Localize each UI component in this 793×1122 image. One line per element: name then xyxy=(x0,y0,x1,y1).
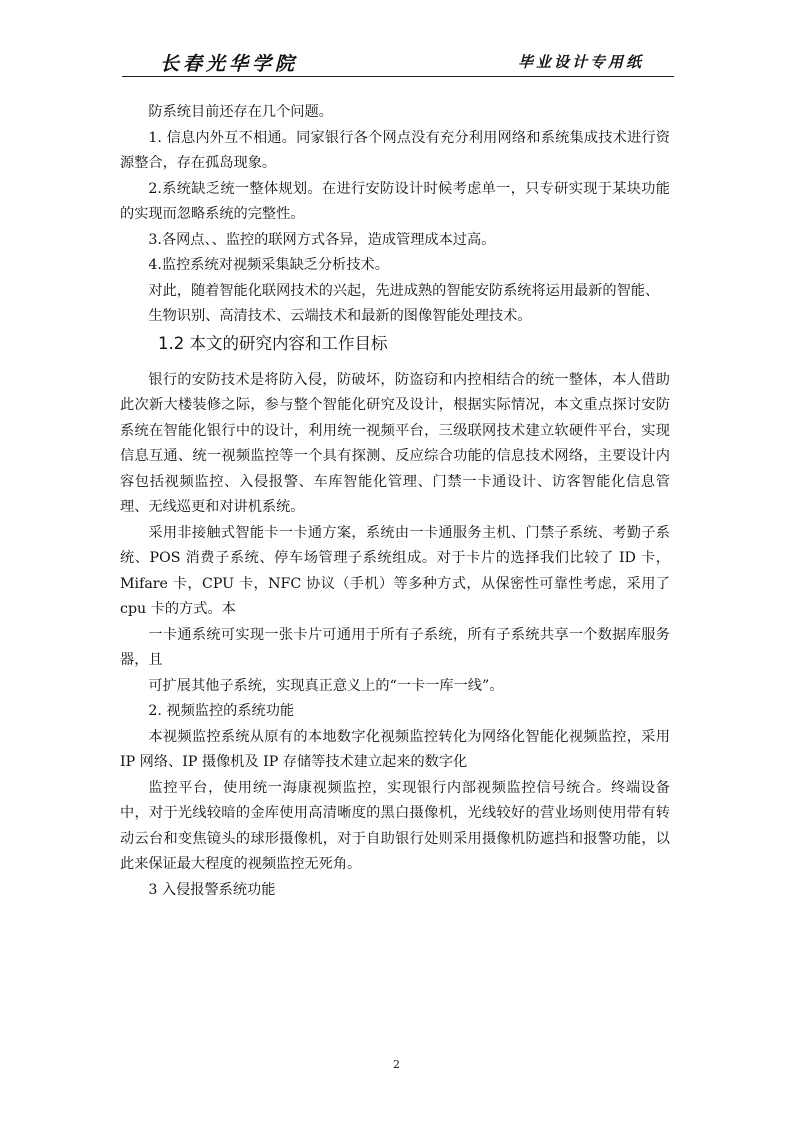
section-heading: 1.2 本文的研究内容和工作目标 xyxy=(158,333,388,353)
document-body xyxy=(120,100,670,903)
paragraph: 对此，随着智能化联网技术的兴起，先进成熟的智能安防系统将运用最新的智能、 xyxy=(148,282,660,299)
paragraph: 一卡通系统可实现一张卡片可通用于所有子系统，所有子系统共享一个数据库服务器，且 xyxy=(120,626,670,668)
paper-label: 毕业设计专用纸 xyxy=(517,53,644,71)
paragraph: 3 入侵报警系统功能 xyxy=(148,881,276,898)
paragraph: 防系统目前还存在几个问题。 xyxy=(148,104,333,120)
page-header xyxy=(122,46,674,77)
paragraph: 4.监控系统对视频采集缺乏分析技术。 xyxy=(148,257,389,273)
paragraph: 2. 视频监控的系统功能 xyxy=(148,703,295,719)
paragraph: 1. 信息内外互不相通。同家银行各个网点没有充分利用网络和系统集成技术进行资源整合，存在孤岛现象。 xyxy=(120,129,670,171)
paragraph: 生物识别、高清技术、云端技术和最新的图像智能处理技术。 xyxy=(148,308,532,324)
paragraph: 2.系统缺乏统一整体规划。在进行安防设计时候考虑单一，只专研实现于某块功能的实现而忽略系统的完整性。 xyxy=(120,180,670,222)
school-name: 长春光华学院 xyxy=(160,53,299,75)
paragraph: 采用非接触式智能卡一卡通方案，系统由一卡通服务主机、门禁子系统、考勤子系统、POS 消费子系统、停车场管理子系统组成。对于卡片的选择我们比较了 ID 卡，Mifare 卡，CPU 卡，NFC 协议（手机）等多种方式，从保密性可靠性考虑，采用了 cpu 卡的方式。本 xyxy=(120,524,670,617)
paragraph: 银行的安防技术是将防入侵，防破坏，防盗窃和内控相结合的统一整体，本人借助此次新大楼装修之际，参与整个智能化研究及设计，根据实际情况，本文重点探讨安防系统在智能化银行中的设计，利用统一视频平台，三级联网技术建立软硬件平台，实现信息互通、统一视频监控等一个具有探测、反应综合功能的信息技术网络，主要设计内容包括视频监控、入侵报警、车库智能化管理、门禁一卡通设计、访客智能化信息管理、无线巡更和对讲机系统。 xyxy=(120,371,670,515)
paragraph: 3.各网点、、监控的联网方式各异，造成管理成本过高。 xyxy=(148,231,496,248)
paragraph: 监控平台，使用统一海康视频监控，实现银行内部视频监控信号统合。终端设备中，对于光线较暗的金库使用高清晰度的黑白摄像机，光线较好的营业场则使用带有转动云台和变焦镜头的球形摄像机，对于自助银行处则采用摄像机防遮挡和报警功能，以此来保证最大程度的视频监控无死角。 xyxy=(120,779,670,872)
paragraph: 本视频监控系统从原有的本地数字化视频监控转化为网络化智能化视频监控，采用 IP 网络、IP 摄像机及 IP 存储等技术建立起来的数字化 xyxy=(120,728,670,770)
paragraph: 可扩展其他子系统，实现真正意义上的“一卡一库一线”。 xyxy=(148,677,504,694)
page-number: 2 xyxy=(393,1058,400,1071)
